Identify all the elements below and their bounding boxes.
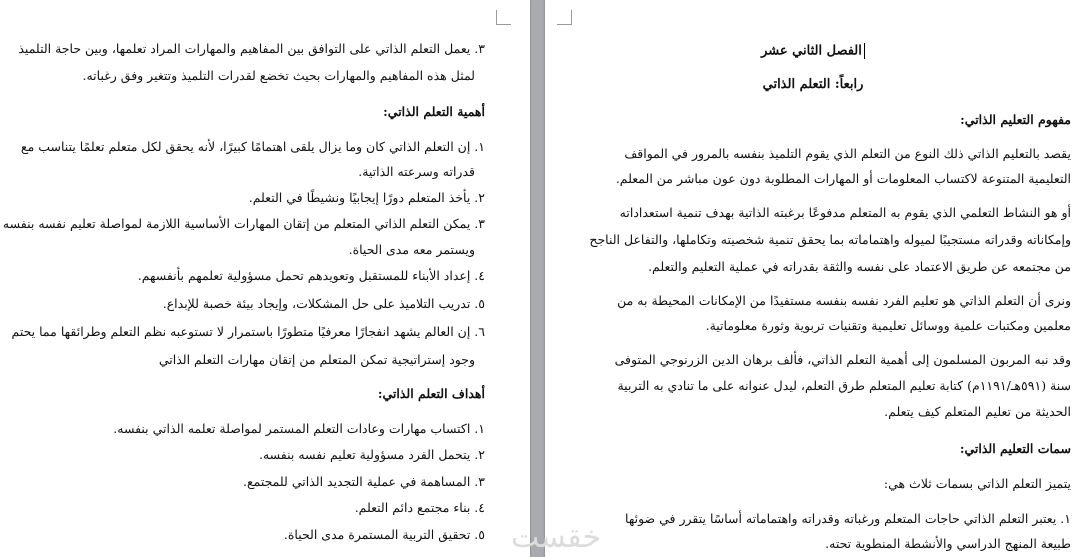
text-line: ٣. يعمل التعلم الذاتي على التوافق بين المفاهيم والمهارات المراد تعلمها، وبين حاجة التلميذ [18,41,485,56]
text-line: ٥. تدريب التلاميذ على حل المشكلات، وإيجاد بيئة خصبة للإبداع. [162,296,485,311]
text-line: قدراته وسرعته الذاتية. [358,164,475,179]
text-line: ٦. إن العالم يشهد انفجارًا معرفيًا متطورًا باستمرار لا تستوعبه نظم التعلم وطرائقها مما يحتم [11,324,485,339]
chapter-title[interactable] [545,43,1081,60]
text-line: ونرى أن التعلم الذاتي هو تعليم الفرد نفسه بنفسه مستفيدًا من الإمكانات المحيطة به من [617,293,1071,308]
text-line: من مجتمعه عن طريق الاعتماد على نفسه والثقة بقدراته في عملية التعليم والتعلم. [648,259,1071,274]
right-page [545,0,1081,557]
text-line: ٤. بناء مجتمع دائم التعلم. [354,500,485,515]
text-cursor [864,43,865,59]
text-line: ١. إن التعلم الذاتي كان وما يزال يلقى اهتمامًا كبيرًا، لأنه يحقق لكل متعلم تعلمًا يتناسب مع [20,139,485,154]
text-line: ٤. إعداد الأبناء للمستقبل وتعويدهم تحمل مسؤولية تعلمهم بأنفسهم. [137,268,485,283]
text-line: ٥. تحقيق التربية المستمرة مدى الحياة. [283,527,485,542]
text-line: يتميز التعلم الذاتي بسمات ثلاث هي: [883,476,1071,491]
text-line: معلمين ومكتبات علمية ووسائل تعليمية وتقنيات تربوية وثورة معلوماتية. [705,318,1071,333]
text-line: ٣. يمكن التعلم الذاتي المتعلم من إتقان المهارات الأساسية اللازمة لمواصلة تعليم نفسه بنفسه [2,216,485,231]
left-page [0,0,530,557]
section-title: رابعاً: التعلم الذاتي [762,77,864,92]
text-line: وإمكاناته وقدراته مستجيبًا لميوله واهتماماته بما يحقق تنمية شخصيته وتكاملها، والتفاعل الناجح [589,232,1071,247]
section-heading: أهداف التعلم الذاتي: [377,386,485,401]
text-line: لمثل هذه المفاهيم والمهارات بحيث تخضع لقدرات التلميذ وتتغير وفق رغباته. [82,68,475,83]
text-line: ويستمر معه مدى الحياة. [348,242,475,257]
text-line: ١. يعتبر التعلم الذاتي حاجات المتعلم ورغباته وقدراته واهتماماته أساسًا يتقرر في ضوئها [625,511,1071,526]
text-line: أو هو النشاط التعلمي الذي يقوم به المتعلم مدفوعًا برغبته الذاتية بهدف تنمية استعداداته [619,205,1071,220]
section-heading: مفهوم التعليم الذاتي: [960,112,1071,127]
section-heading: سمات التعليم الذاتي: [959,441,1071,456]
text-line: ٢. يتحمل الفرد مسؤولية تعليم نفسه بنفسه. [258,447,485,462]
crop-mark [557,10,572,25]
text-line: طبيعة المنهج الدراسي والأنشطة المنطوية تحته. [825,536,1071,551]
crop-mark [496,10,511,25]
text-line: ٢. يأخذ المتعلم دورًا إيجابيًا ونشيطًا في التعلم. [248,190,485,205]
text-line: التعليمية المتنوعة لاكتساب المعلومات أو المهارات المطلوبة دون عون مباشر من المعلم. [615,171,1071,186]
text-line: الحديثة من تعليم المتعلم كيف يتعلم. [884,404,1071,419]
text-line: يقصد بالتعليم الذاتي ذلك النوع من التعلم الذي يقوم التلميذ بنفسه بالمرور في المواقف [624,146,1071,161]
text-line: وقد نبه المربون المسلمون إلى أهمية التعلم الذاتي، فألف برهان الدين الزرنوجي المتوفى [614,352,1071,367]
section-heading: أهمية التعلم الذاتي: [383,104,485,119]
chapter-title-text: الفصل الثاني عشر [761,43,862,59]
text-line: ٣. المساهمة في عملية التجديد الذاتي للمجتمع. [242,474,485,489]
text-line: سنة (٥٩١هـ/١١٩١م) كتابة تعليم المتعلم طرق التعلم، ليدل عنوانه على ما تنادي به التربية [617,378,1071,393]
watermark: خقست [511,520,601,555]
text-line: ١. اكتساب مهارات وعادات التعلم المستمر لمواصلة تعلمه الذاتي بنفسه. [113,421,485,436]
text-line: وجود إستراتيجية تمكن المتعلم من إتقان مهارات التعلم الذاتي [158,352,475,367]
